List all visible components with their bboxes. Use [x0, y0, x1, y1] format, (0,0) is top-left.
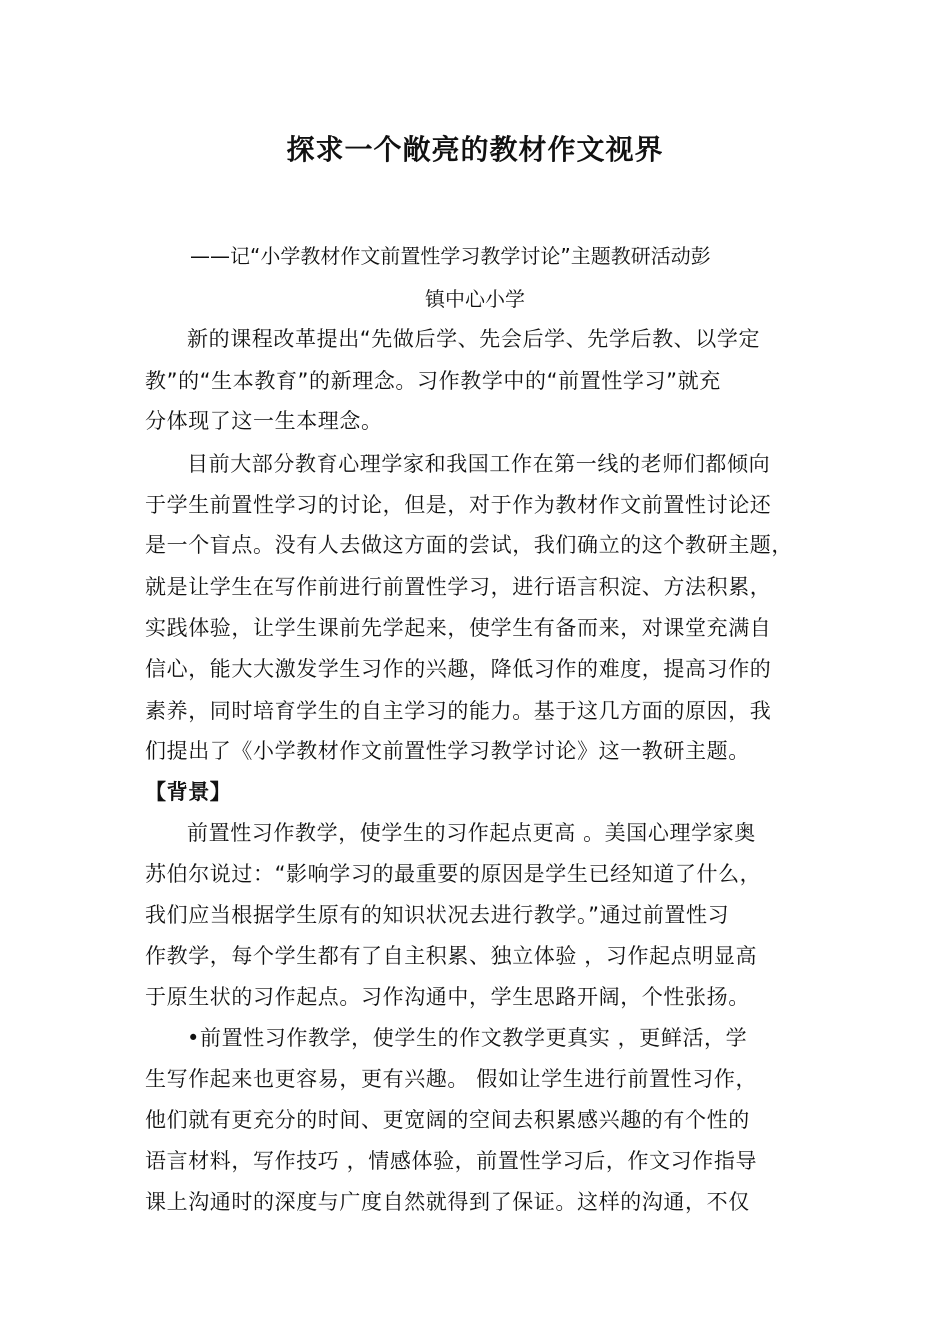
body-line: 作教学，每个学生都有了自主积累、独立体验 ，习作起点明显高	[145, 944, 758, 968]
body-line: 于原生状的习作起点。习作沟通中，学生思路开阔，个性张扬。	[145, 985, 750, 1009]
body-line: 苏伯尔说过：“影响学习的最重要的原因是学生已经知道了什么，	[145, 862, 762, 886]
body-line: 语言材料，写作技巧 ，情感体验，前置性学习后，作文习作指导	[145, 1149, 758, 1173]
body-line: 课上沟通时的深度与广度自然就得到了保证。这样的沟通，不仅	[145, 1190, 750, 1214]
body-line: 信心，能大大激发学生习作的兴趣，降低习作的难度，提高习作的	[145, 657, 772, 681]
body-line: 目前大部分教育心理学家和我国工作在第一线的老师们都倾向	[187, 452, 771, 476]
body-line: 前置性习作教学，使学生的习作起点更高 。美国心理学家奥	[187, 821, 756, 845]
bullet-line: •前置性习作教学，使学生的作文教学更真实 ，更鲜活，学	[187, 1026, 748, 1050]
body-line: 他们就有更充分的时间、更宽阔的空间去积累感兴趣的有个性的	[145, 1108, 750, 1132]
subtitle-line-1: ——记“小学教材作文前置性学习教学讨论”主题教研活动彭	[190, 244, 711, 268]
body-line: 就是让学生在写作前进行前置性学习，进行语言积淀、方法积累，	[145, 575, 772, 599]
document-title: 探求一个敞亮的教材作文视界	[286, 133, 664, 166]
body-line: 生写作起来也更容易，更有兴趣。 假如让学生进行前置性习作，	[145, 1067, 758, 1091]
body-line: 素养，同时培育学生的自主学习的能力。基于这几方面的原因，我	[145, 699, 772, 723]
section-heading-background: 【背景】	[145, 780, 232, 804]
body-line: 实践体验，让学生课前先学起来，使学生有备而来，对课堂充满自	[145, 616, 772, 640]
body-line: 于学生前置性学习的讨论，但是，对于作为教材作文前置性讨论还	[145, 493, 772, 517]
body-line: 我们应当根据学生原有的知识状况去进行教学。”通过前置性习	[145, 903, 730, 927]
body-line: 新的课程改革提出“先做后学、先会后学、先学后教、以学定	[187, 327, 761, 351]
body-line: 分体现了这一生本理念。	[145, 409, 383, 433]
body-line: 们提出了《小学教材作文前置性学习教学讨论》这一教研主题。	[145, 739, 750, 763]
body-line: 教”的“生本教育”的新理念。习作教学中的“前置性学习”就充	[145, 369, 721, 393]
body-line: 是一个盲点。没有人去做这方面的尝试，我们确立的这个教研主题，	[145, 533, 793, 557]
subtitle-line-2: 镇中心小学	[425, 287, 525, 311]
